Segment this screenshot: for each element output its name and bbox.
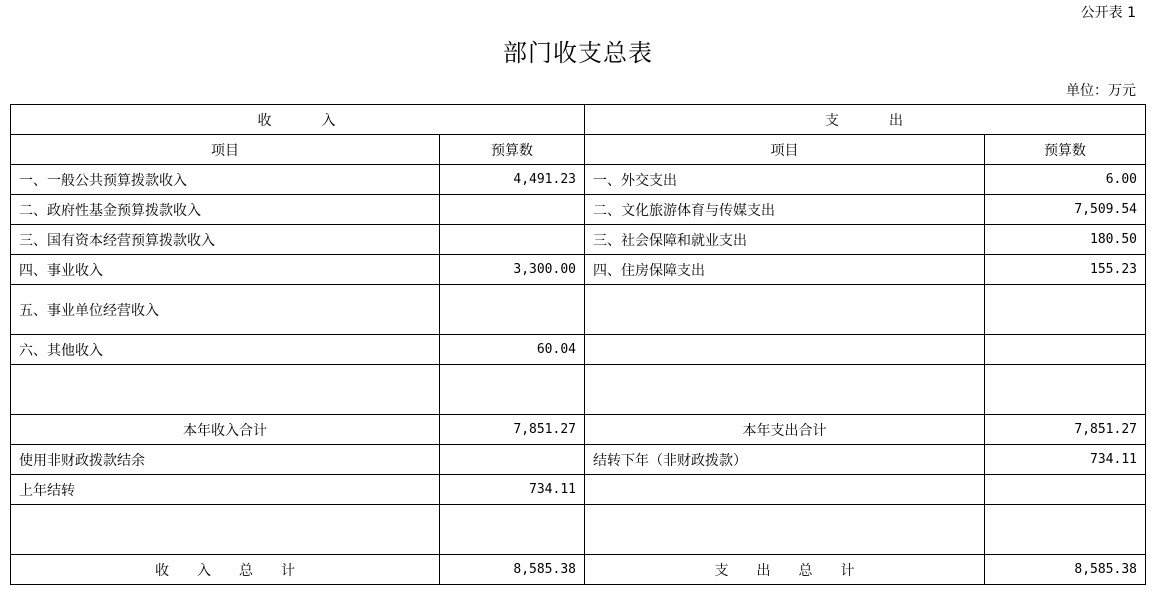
income-year-total-label: 本年收入合计 — [11, 415, 440, 445]
expense-item-cell: 四、住房保障支出 — [585, 255, 985, 285]
expense-amount-cell — [985, 285, 1146, 335]
expense-item-cell — [585, 365, 985, 415]
expense-amount-header: 预算数 — [985, 135, 1146, 165]
income-item-cell: 使用非财政拨款结余 — [11, 445, 440, 475]
table-row — [11, 255, 1146, 285]
income-amount-cell — [440, 285, 585, 335]
table-row — [11, 285, 1146, 335]
expense-amount-cell: 180.50 — [985, 225, 1146, 255]
income-amount-cell: 3,300.00 — [440, 255, 585, 285]
expense-item-cell — [585, 285, 985, 335]
income-item-cell: 六、其他收入 — [11, 335, 440, 365]
income-amount-cell — [440, 365, 585, 415]
page-title: 部门收支总表 — [503, 39, 653, 67]
expense-item-cell — [585, 475, 985, 505]
table-row — [11, 335, 1146, 365]
income-item-header: 项目 — [11, 135, 440, 165]
expense-year-total-amount: 7,851.27 — [985, 415, 1146, 445]
income-item-cell: 三、国有资本经营预算拨款收入 — [11, 225, 440, 255]
expense-amount-cell — [985, 335, 1146, 365]
table-row — [11, 475, 1146, 505]
income-amount-cell: 734.11 — [440, 475, 585, 505]
income-amount-cell — [440, 505, 585, 555]
table-row — [11, 195, 1146, 225]
expense-item-cell: 一、外交支出 — [585, 165, 985, 195]
table-row — [11, 165, 1146, 195]
expense-item-header: 项目 — [585, 135, 985, 165]
expense-year-total-label: 本年支出合计 — [585, 415, 985, 445]
income-grand-total-label: 收 入 总 计 — [11, 555, 440, 585]
income-item-cell: 四、事业收入 — [11, 255, 440, 285]
expense-grand-total-label: 支 出 总 计 — [585, 555, 985, 585]
income-amount-header: 预算数 — [440, 135, 585, 165]
form-number: 公开表 1 — [1080, 5, 1136, 21]
income-item-cell: 一、一般公共预算拨款收入 — [11, 165, 440, 195]
income-item-cell — [11, 505, 440, 555]
table-row — [11, 365, 1146, 415]
unit-label: 单位：万元 — [1066, 83, 1136, 99]
expense-amount-cell — [985, 365, 1146, 415]
grand-total-row — [11, 555, 1146, 585]
income-amount-cell — [440, 445, 585, 475]
income-year-total-amount: 7,851.27 — [440, 415, 585, 445]
table-row — [11, 505, 1146, 555]
year-total-row — [11, 415, 1146, 445]
budget-summary-table — [10, 104, 1146, 585]
expense-item-cell — [585, 505, 985, 555]
column-header-row — [11, 135, 1146, 165]
income-item-cell: 二、政府性基金预算拨款收入 — [11, 195, 440, 225]
income-section-header: 收 入 — [11, 105, 585, 135]
table-row — [11, 445, 1146, 475]
expense-amount-cell — [985, 505, 1146, 555]
expense-item-cell: 三、社会保障和就业支出 — [585, 225, 985, 255]
expense-grand-total-amount: 8,585.38 — [985, 555, 1146, 585]
income-item-cell: 五、事业单位经营收入 — [11, 285, 440, 335]
income-amount-cell — [440, 195, 585, 225]
expense-amount-cell: 155.23 — [985, 255, 1146, 285]
expense-section-header: 支 出 — [585, 105, 1146, 135]
expense-item-cell — [585, 335, 985, 365]
expense-item-cell: 结转下年（非财政拨款） — [585, 445, 985, 475]
income-amount-cell — [440, 225, 585, 255]
income-item-cell: 上年结转 — [11, 475, 440, 505]
income-item-cell — [11, 365, 440, 415]
section-header-row — [11, 105, 1146, 135]
income-amount-cell: 60.04 — [440, 335, 585, 365]
income-amount-cell: 4,491.23 — [440, 165, 585, 195]
expense-amount-cell — [985, 475, 1146, 505]
expense-amount-cell: 7,509.54 — [985, 195, 1146, 225]
expense-amount-cell: 734.11 — [985, 445, 1146, 475]
expense-item-cell: 二、文化旅游体育与传媒支出 — [585, 195, 985, 225]
expense-amount-cell: 6.00 — [985, 165, 1146, 195]
table-row — [11, 225, 1146, 255]
income-grand-total-amount: 8,585.38 — [440, 555, 585, 585]
